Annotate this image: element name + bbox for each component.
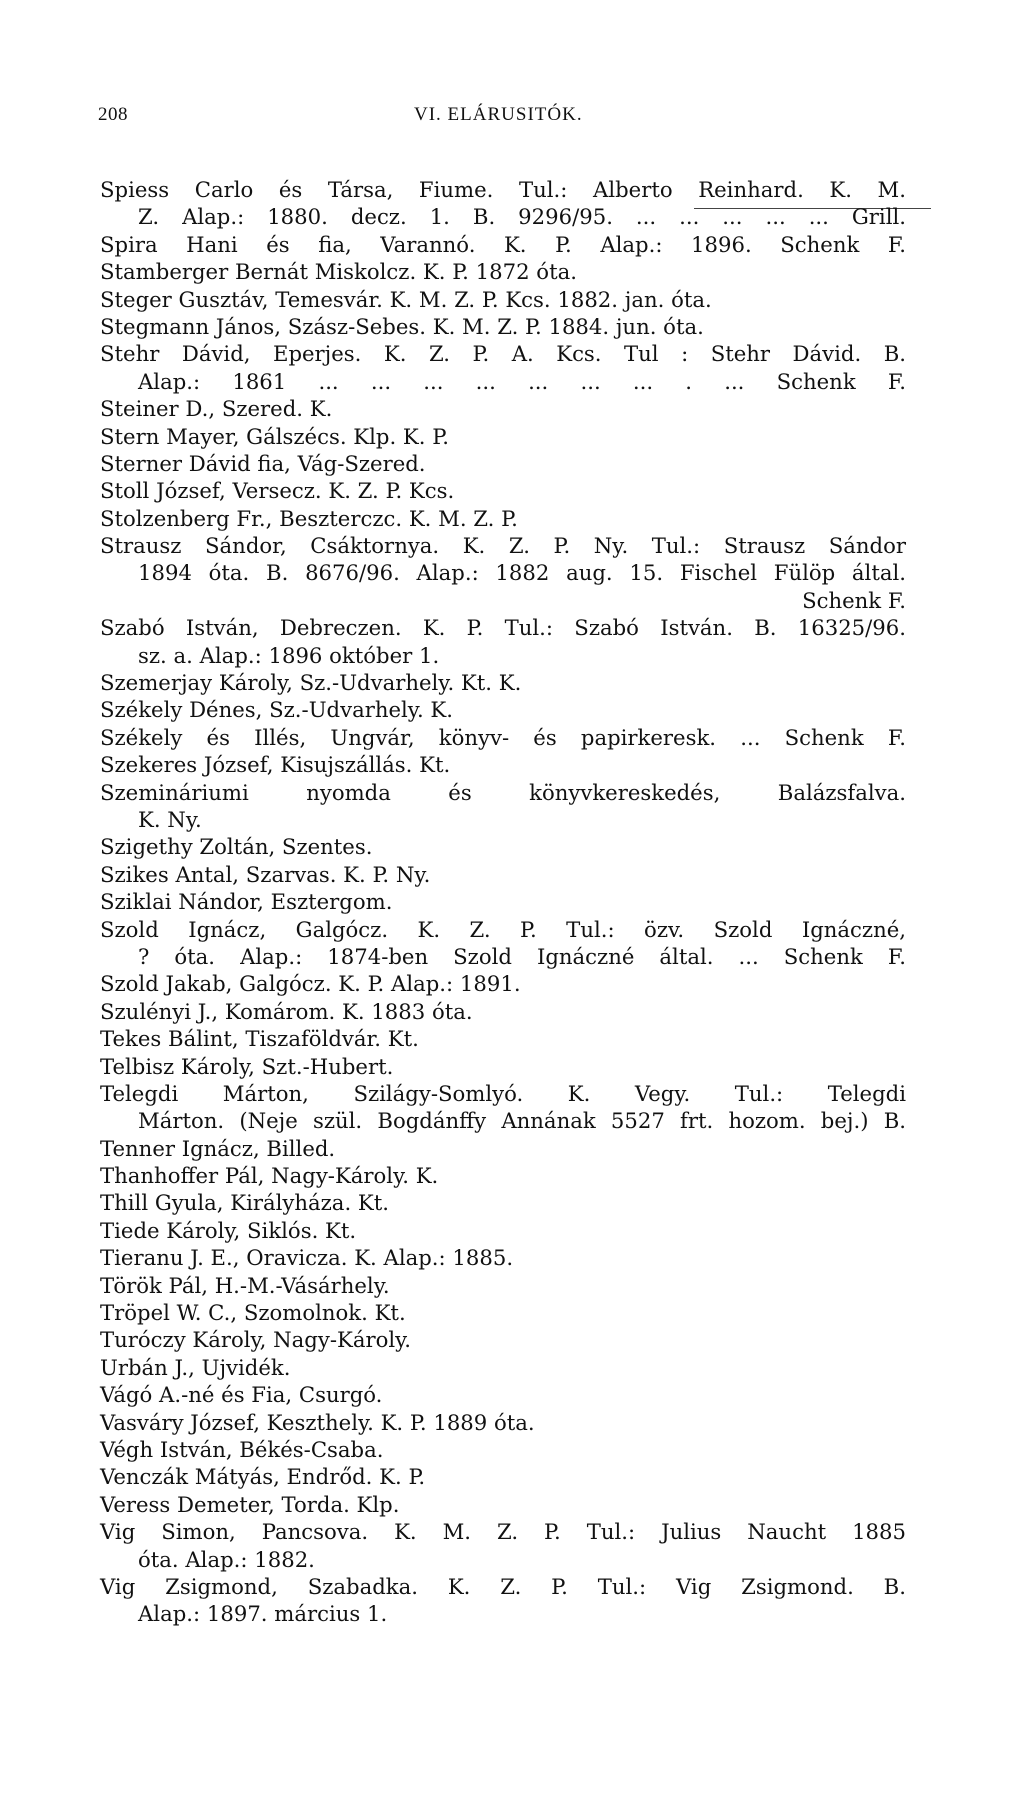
entry-line: Török Pál, H.-M.-Vásárhely. [100,1272,390,1298]
entry-line: Stehr Dávid, Eperjes. K. Z. P. A. Kcs. Tul : Stehr Dávid. B. [100,341,906,367]
entry-line: Vig Zsigmond, Szabadka. K. Z. P. Tul.: Vig Zsigmond. B. [100,1573,906,1599]
entry-line: óta. Alap.: 1882. [138,1546,315,1572]
entry-line: Stoll József, Versecz. K. Z. P. Kcs. [100,478,455,504]
entry-line: Tröpel W. C., Szomolnok. Kt. [100,1300,406,1326]
entry-line: Thanhoffer Pál, Nagy-Károly. K. [100,1163,439,1189]
entry-line: Székely Dénes, Sz.-Udvarhely. K. [100,697,453,723]
entry-line: Vig Simon, Pancsova. K. M. Z. P. Tul.: Julius Naucht 1885 [100,1519,906,1545]
entry-line: Vágó A.-né és Fia, Csurgó. [100,1382,383,1408]
entry-line: ? óta. Alap.: 1874-ben Szold Ignáczné által. ... Schenk F. [138,943,906,969]
entry-line: Vasváry József, Keszthely. K. P. 1889 óta. [100,1409,535,1435]
entry-line: Thill Gyula, Királyháza. Kt. [100,1190,389,1216]
entry-line: Sterner Dávid fia, Vág-Szered. [100,450,426,476]
running-title: VI. ELÁRUSITÓK. [414,104,583,125]
entry-line: Stegmann János, Szász-Sebes. K. M. Z. P. 1884. jun. óta. [100,313,704,339]
entry-line: Szemerjay Károly, Sz.-Udvarhely. Kt. K. [100,670,522,696]
entry-line: Szabó István, Debreczen. K. P. Tul.: Szabó István. B. 16325/96. [100,615,906,641]
entry-line: Szulényi J., Komárom. K. 1883 óta. [100,998,473,1024]
entry-line: Venczák Mátyás, Endrőd. K. P. [100,1464,426,1490]
entry-line: Végh István, Békés-Csaba. [100,1436,384,1462]
entry-line: Szold Ignácz, Galgócz. K. Z. P. Tul.: özv. Szold Ignáczné, [100,916,906,942]
entry-line: Székely és Illés, Ungvár, könyv- és papirkeresk. ... Schenk F. [100,724,906,750]
page-number: 208 [98,104,128,125]
entry-line: Tenner Ignácz, Billed. [100,1135,336,1161]
entry-line: Veress Demeter, Torda. Klp. [100,1491,400,1517]
entry-line: Spira Hani és fia, Varannó. K. P. Alap.: 1896. Schenk F. [100,231,906,257]
entry-line: Stolzenberg Fr., Beszterczc. K. M. Z. P. [100,505,518,531]
entry-line: Stern Mayer, Gálszécs. Klp. K. P. [100,423,449,449]
entry-line: Steger Gusztáv, Temesvár. K. M. Z. P. Kcs. 1882. jan. óta. [100,286,712,312]
entry-line: Spiess Carlo és Társa, Fiume. Tul.: Alberto Reinhard. K. M. [100,177,906,202]
entry-line: Sziklai Nándor, Esztergom. [100,889,393,915]
entry-line: Urbán J., Ujvidék. [100,1354,291,1380]
entry-line: Márton. (Neje szül. Bogdánffy Annának 5527 frt. hozom. bej.) B. [138,1108,906,1134]
entry-line: Telbisz Károly, Szt.-Hubert. [100,1053,394,1079]
entry-line: Telegdi Márton, Szilágy-Somlyó. K. Vegy. Tul.: Telegdi [100,1080,906,1106]
entry-line: Szold Jakab, Galgócz. K. P. Alap.: 1891. [100,971,521,997]
entry-line: Strausz Sándor, Csáktornya. K. Z. P. Ny. Tul.: Strausz Sándor [100,533,906,559]
entry-line: Szigethy Zoltán, Szentes. [100,834,373,860]
entry-line: sz. a. Alap.: 1896 október 1. [138,642,440,668]
entry-line: Szikes Antal, Szarvas. K. P. Ny. [100,861,431,887]
entry-line: Tekes Bálint, Tiszaföldvár. Kt. [100,1026,419,1052]
entry-line: Schenk F. [802,587,906,613]
entry-line: 1894 óta. B. 8676/96. Alap.: 1882 aug. 15. Fischel Fülöp által. [138,560,906,586]
entry-line: Alap.: 1897. március 1. [138,1601,388,1627]
entry-line: Steiner D., Szered. K. [100,396,333,422]
entry-line: Z. Alap.: 1880. decz. 1. B. 9296/95. ... ... ... ... ... Grill. [138,204,906,230]
entry-line: Alap.: 1861 ... ... ... ... ... ... ... . ... Schenk F. [138,368,906,394]
entry-line: K. Ny. [138,806,202,832]
entry-line: Stamberger Bernát Miskolcz. K. P. 1872 óta. [100,259,577,285]
entry-line: Tieranu J. E., Oravicza. K. Alap.: 1885. [100,1245,514,1271]
entry-line: Szekeres József, Kisujszállás. Kt. [100,752,451,778]
directory-entries [100,176,906,1628]
entry-line: Tiede Károly, Siklós. Kt. [100,1217,357,1243]
entry-line: Szemináriumi nyomda és könyvkereskedés, Balázsfalva. [100,779,906,805]
entry-line: Turóczy Károly, Nagy-Károly. [100,1327,412,1353]
